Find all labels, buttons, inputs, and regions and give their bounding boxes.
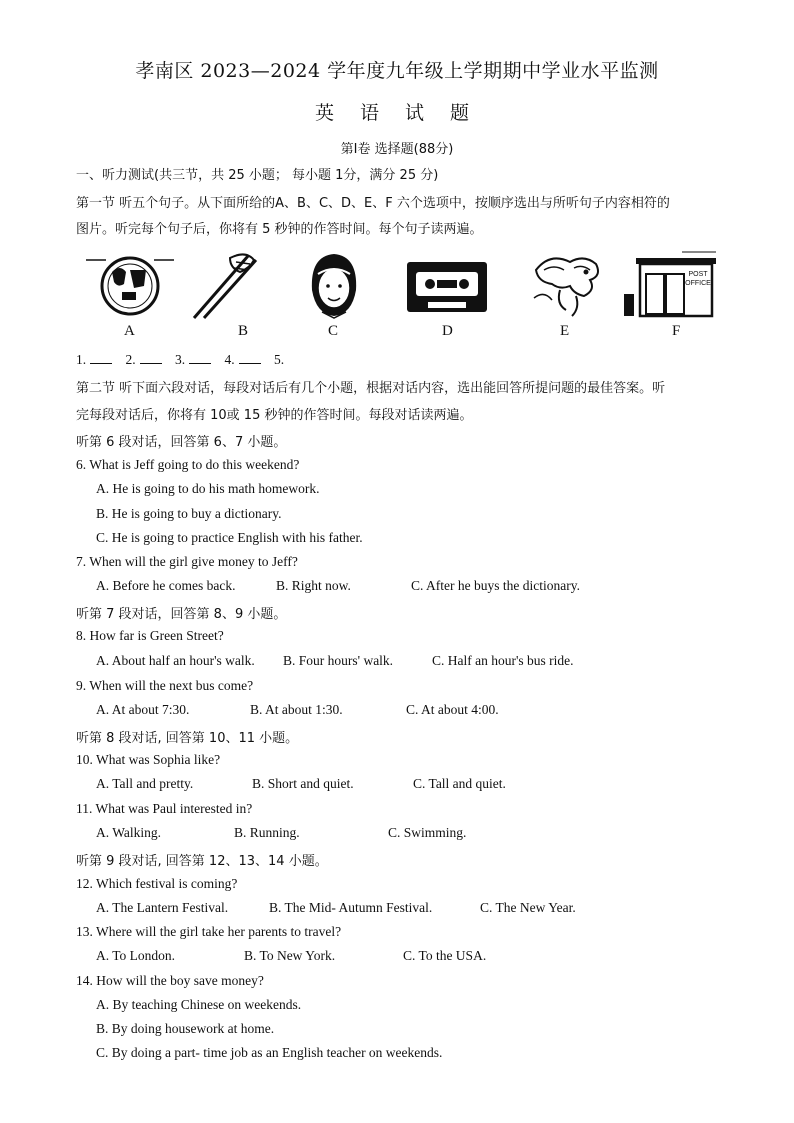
answer-blank-2[interactable] — [140, 351, 162, 364]
picture-label-c: C — [328, 323, 339, 339]
picture-label-b: B — [238, 323, 249, 339]
dragon-icon — [530, 250, 606, 320]
option-c: C. Tall and quiet. — [413, 776, 506, 791]
option-b: B. He is going to buy a dictionary. — [96, 506, 282, 521]
option-a: A. By teaching Chinese on weekends. — [96, 997, 302, 1012]
exam-subtitle: 英 语 试 题 — [314, 102, 480, 124]
dialogue-intro: 听第 8 段对话, 回答第 10、11 小题。 — [76, 731, 299, 746]
chopsticks-icon — [190, 250, 265, 320]
option-c: C. Swimming. — [388, 825, 467, 840]
blank-label-5: 5. — [274, 352, 285, 367]
cassette-tape-icon — [404, 250, 490, 320]
dialogue-intro: 听第 7 段对话，回答第 8、9 小题。 — [76, 607, 287, 622]
option-c: C. After he buys the dictionary. — [411, 578, 580, 593]
question-stem: 6. What is Jeff going to do this weekend? — [76, 457, 300, 472]
blank-label-4: 4. — [224, 352, 235, 367]
dialogue-intro: 听第 6 段对话，回答第 6、7 小题。 — [76, 435, 287, 450]
option-b: B. Right now. — [276, 578, 351, 593]
part2-instruction-2: 完每段对话后，你将有 10或 15 秒钟的作答时间。每段对话读两遍。 — [76, 408, 473, 423]
picture-label-d: D — [442, 323, 453, 339]
option-c: C. At about 4:00. — [406, 702, 499, 717]
answer-blank-1[interactable] — [90, 351, 112, 364]
mooncake-icon — [84, 250, 176, 320]
answer-blank-3[interactable] — [189, 351, 211, 364]
option-b: B. Four hours' walk. — [283, 653, 394, 668]
option-a: A. The Lantern Festival. — [96, 900, 229, 915]
option-a: A. About half an hour's walk. — [96, 653, 255, 668]
exam-title: 孝南区 2023—2024 学年度九年级上学期期中学业水平监测 — [135, 60, 659, 82]
picture-label-e: E — [560, 323, 570, 339]
question-stem: 14. How will the boy save money? — [76, 973, 264, 988]
answer-blanks-row — [76, 351, 284, 368]
picture-label-f: F — [672, 323, 681, 339]
question-stem: 9. When will the next bus come? — [76, 678, 254, 693]
answer-blank-4[interactable] — [239, 351, 261, 364]
blank-label-3: 3. — [175, 352, 186, 367]
part2-instruction-1: 第二节 听下面六段对话，每段对话后有几个小题，根据对话内容，选出能回答所提问题的最佳答案。听 — [76, 381, 666, 396]
picture-label-a: A — [124, 323, 135, 339]
section1-heading: 一、听力测试(共三节，共 25 小题； 每小题 1分，满分 25 分) — [76, 168, 439, 183]
post-office-sign-1: POST — [688, 271, 708, 278]
blank-label-2: 2. — [125, 352, 136, 367]
option-a: A. To London. — [96, 948, 176, 963]
part1-instruction-1: 第一节 听五个句子。从下面所给的A、B、C、D、E、F 六个选项中，按顺序选出与所听句子内容相符的 — [76, 196, 670, 211]
question-stem: 13. Where will the girl take her parents to travel? — [76, 924, 342, 939]
option-b: B. By doing housework at home. — [96, 1021, 275, 1036]
option-b: B. Short and quiet. — [252, 776, 354, 791]
option-b: B. To New York. — [244, 948, 336, 963]
post-office-sign-2: OFFICE — [685, 280, 711, 287]
option-b: B. At about 1:30. — [250, 702, 343, 717]
option-c: C. He is going to practice English with his father. — [96, 530, 363, 545]
part1-instruction-2: 图片。听完每个句子后，你将有 5 秒钟的作答时间。每个句子读两遍。 — [76, 222, 483, 237]
option-a: A. Tall and pretty. — [96, 776, 194, 791]
option-a: A. He is going to do his math homework. — [96, 481, 320, 496]
option-c: C. To the USA. — [403, 948, 487, 963]
question-stem: 7. When will the girl give money to Jeff? — [76, 554, 298, 569]
question-stem: 11. What was Paul interested in? — [76, 801, 253, 816]
option-b: B. Running. — [234, 825, 300, 840]
blank-label-1: 1. — [76, 352, 87, 367]
question-stem: 10. What was Sophia like? — [76, 752, 221, 767]
post-office-icon — [622, 250, 718, 320]
question-stem: 12. Which festival is coming? — [76, 876, 238, 891]
volume-heading: 第Ⅰ卷 选择题(88分) — [340, 142, 454, 157]
option-a: A. Before he comes back. — [96, 578, 236, 593]
option-c: C. By doing a part- time job as an English teacher on weekends. — [96, 1045, 443, 1060]
option-a: A. Walking. — [96, 825, 162, 840]
girl-icon — [302, 250, 366, 320]
option-c: C. The New Year. — [480, 900, 576, 915]
option-a: A. At about 7:30. — [96, 702, 190, 717]
question-stem: 8. How far is Green Street? — [76, 628, 224, 643]
option-b: B. The Mid- Autumn Festival. — [269, 900, 433, 915]
option-c: C. Half an hour's bus ride. — [432, 653, 574, 668]
dialogue-intro: 听第 9 段对话, 回答第 12、13、14 小题。 — [76, 854, 328, 869]
